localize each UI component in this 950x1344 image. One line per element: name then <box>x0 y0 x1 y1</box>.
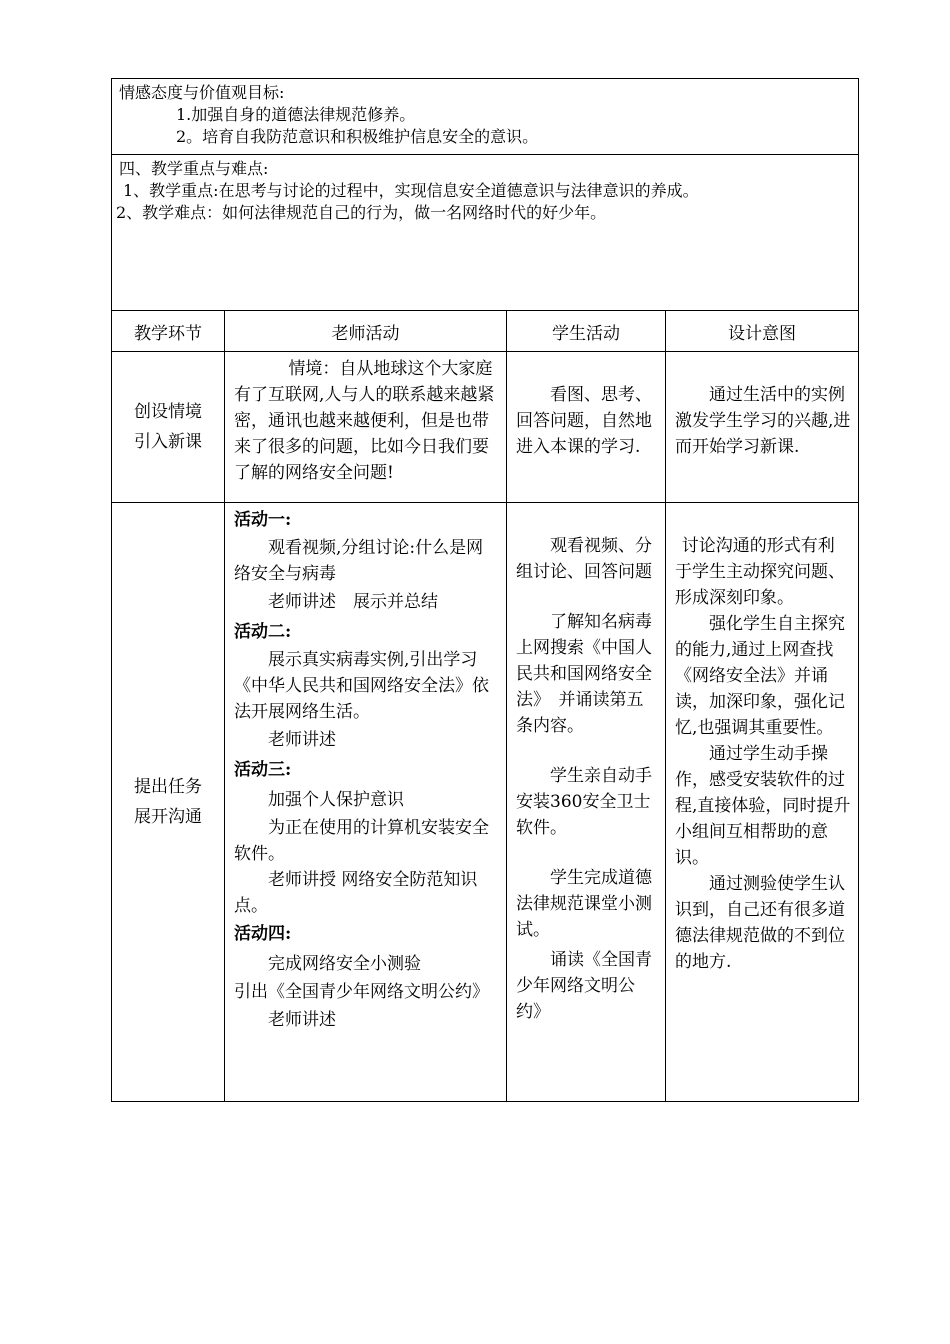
table-row-intro <box>112 352 859 503</box>
key-points-section <box>112 155 859 311</box>
design-intent-cell: 讨论沟通的形式有利于学生主动探究问题、形成深刻印象。 强化学生自主探究的能力,通过上网查找《网络安全法》并诵读，加深印象，强化记忆,也强调其重要性。 通过学生动手操作，感受安装软件的过程,直接体验，同时提升小组间互相帮助的意识。 通过测验使学生认识到，自己还有很多道德法律规范做的不到位的地方. <box>666 503 859 1102</box>
teaching-focus: 1、教学重点:在思考与讨论的过程中，实现信息安全道德意识与法律意识的养成。 <box>123 181 699 200</box>
design-intent-cell: 通过生活中的实例激发学生学习的兴趣,进而开始学习新课. <box>666 352 859 503</box>
teacher-activity-cell: 活动一: 观看视频,分组讨论:什么是网络安全与病毒 老师讲述 展示并总结 活动二: 展示真实病毒实例,引出学习《中华人民共和国网络安全法》依法开展网络生活。 老师讲述 活动三: 加强个人保护意识 为正在使用的计算机安装安全软件。 老师讲授 网络安全防范知识点。 活动四: 完成网络安全小测验 引出《全国青少年网络文明公约》 老师讲述 <box>225 503 507 1102</box>
goals-section <box>112 79 859 155</box>
student-activity-cell: 观看视频、分组讨论、回答问题 了解知名病毒上网搜索《中国人民共和国网络安全法》 并诵读第五条内容。 学生亲自动手安装360安全卫士软件。 学生完成道德法律规范课堂小测试。 诵读《全国青少年网络文明公约》 <box>507 503 666 1102</box>
header-student-activity: 学生活动 <box>507 311 666 352</box>
activity-4-title: 活动四: <box>234 924 292 944</box>
activity-2-title: 活动二: <box>234 622 292 642</box>
teaching-difficulty: 2、教学难点：如何法律规范自己的行为，做一名网络时代的好少年。 <box>116 203 607 222</box>
stage-cell: 提出任务 展开沟通 <box>112 503 225 1102</box>
header-teacher-activity: 老师活动 <box>225 311 507 352</box>
table-row-tasks <box>112 503 859 1102</box>
table-header-row <box>112 311 859 352</box>
goal-item-1: 1.加强自身的道德法律规范修养。 <box>176 105 416 124</box>
activity-3-title: 活动三: <box>234 760 292 780</box>
header-design-intent: 设计意图 <box>666 311 859 352</box>
lesson-plan-page <box>111 78 858 1102</box>
teacher-activity-cell: 情境：自从地球这个大家庭有了互联网,人与人的联系越来越紧密，通讯也越来越便利，但是也带来了很多的问题，比如今日我们要了解的网络安全问题! <box>225 352 507 503</box>
activity-1-title: 活动一: <box>234 510 292 530</box>
lesson-plan-table <box>111 78 859 1102</box>
goals-heading: 情感态度与价值观目标: <box>119 83 285 102</box>
student-activity-cell: 看图、思考、回答问题，自然地进入本课的学习. <box>507 352 666 503</box>
stage-cell: 创设情境 引入新课 <box>112 352 225 503</box>
header-stage: 教学环节 <box>112 311 225 352</box>
key-points-heading: 四、教学重点与难点: <box>119 159 269 178</box>
goal-item-2: 2。培育自我防范意识和积极维护信息安全的意识。 <box>176 127 539 146</box>
